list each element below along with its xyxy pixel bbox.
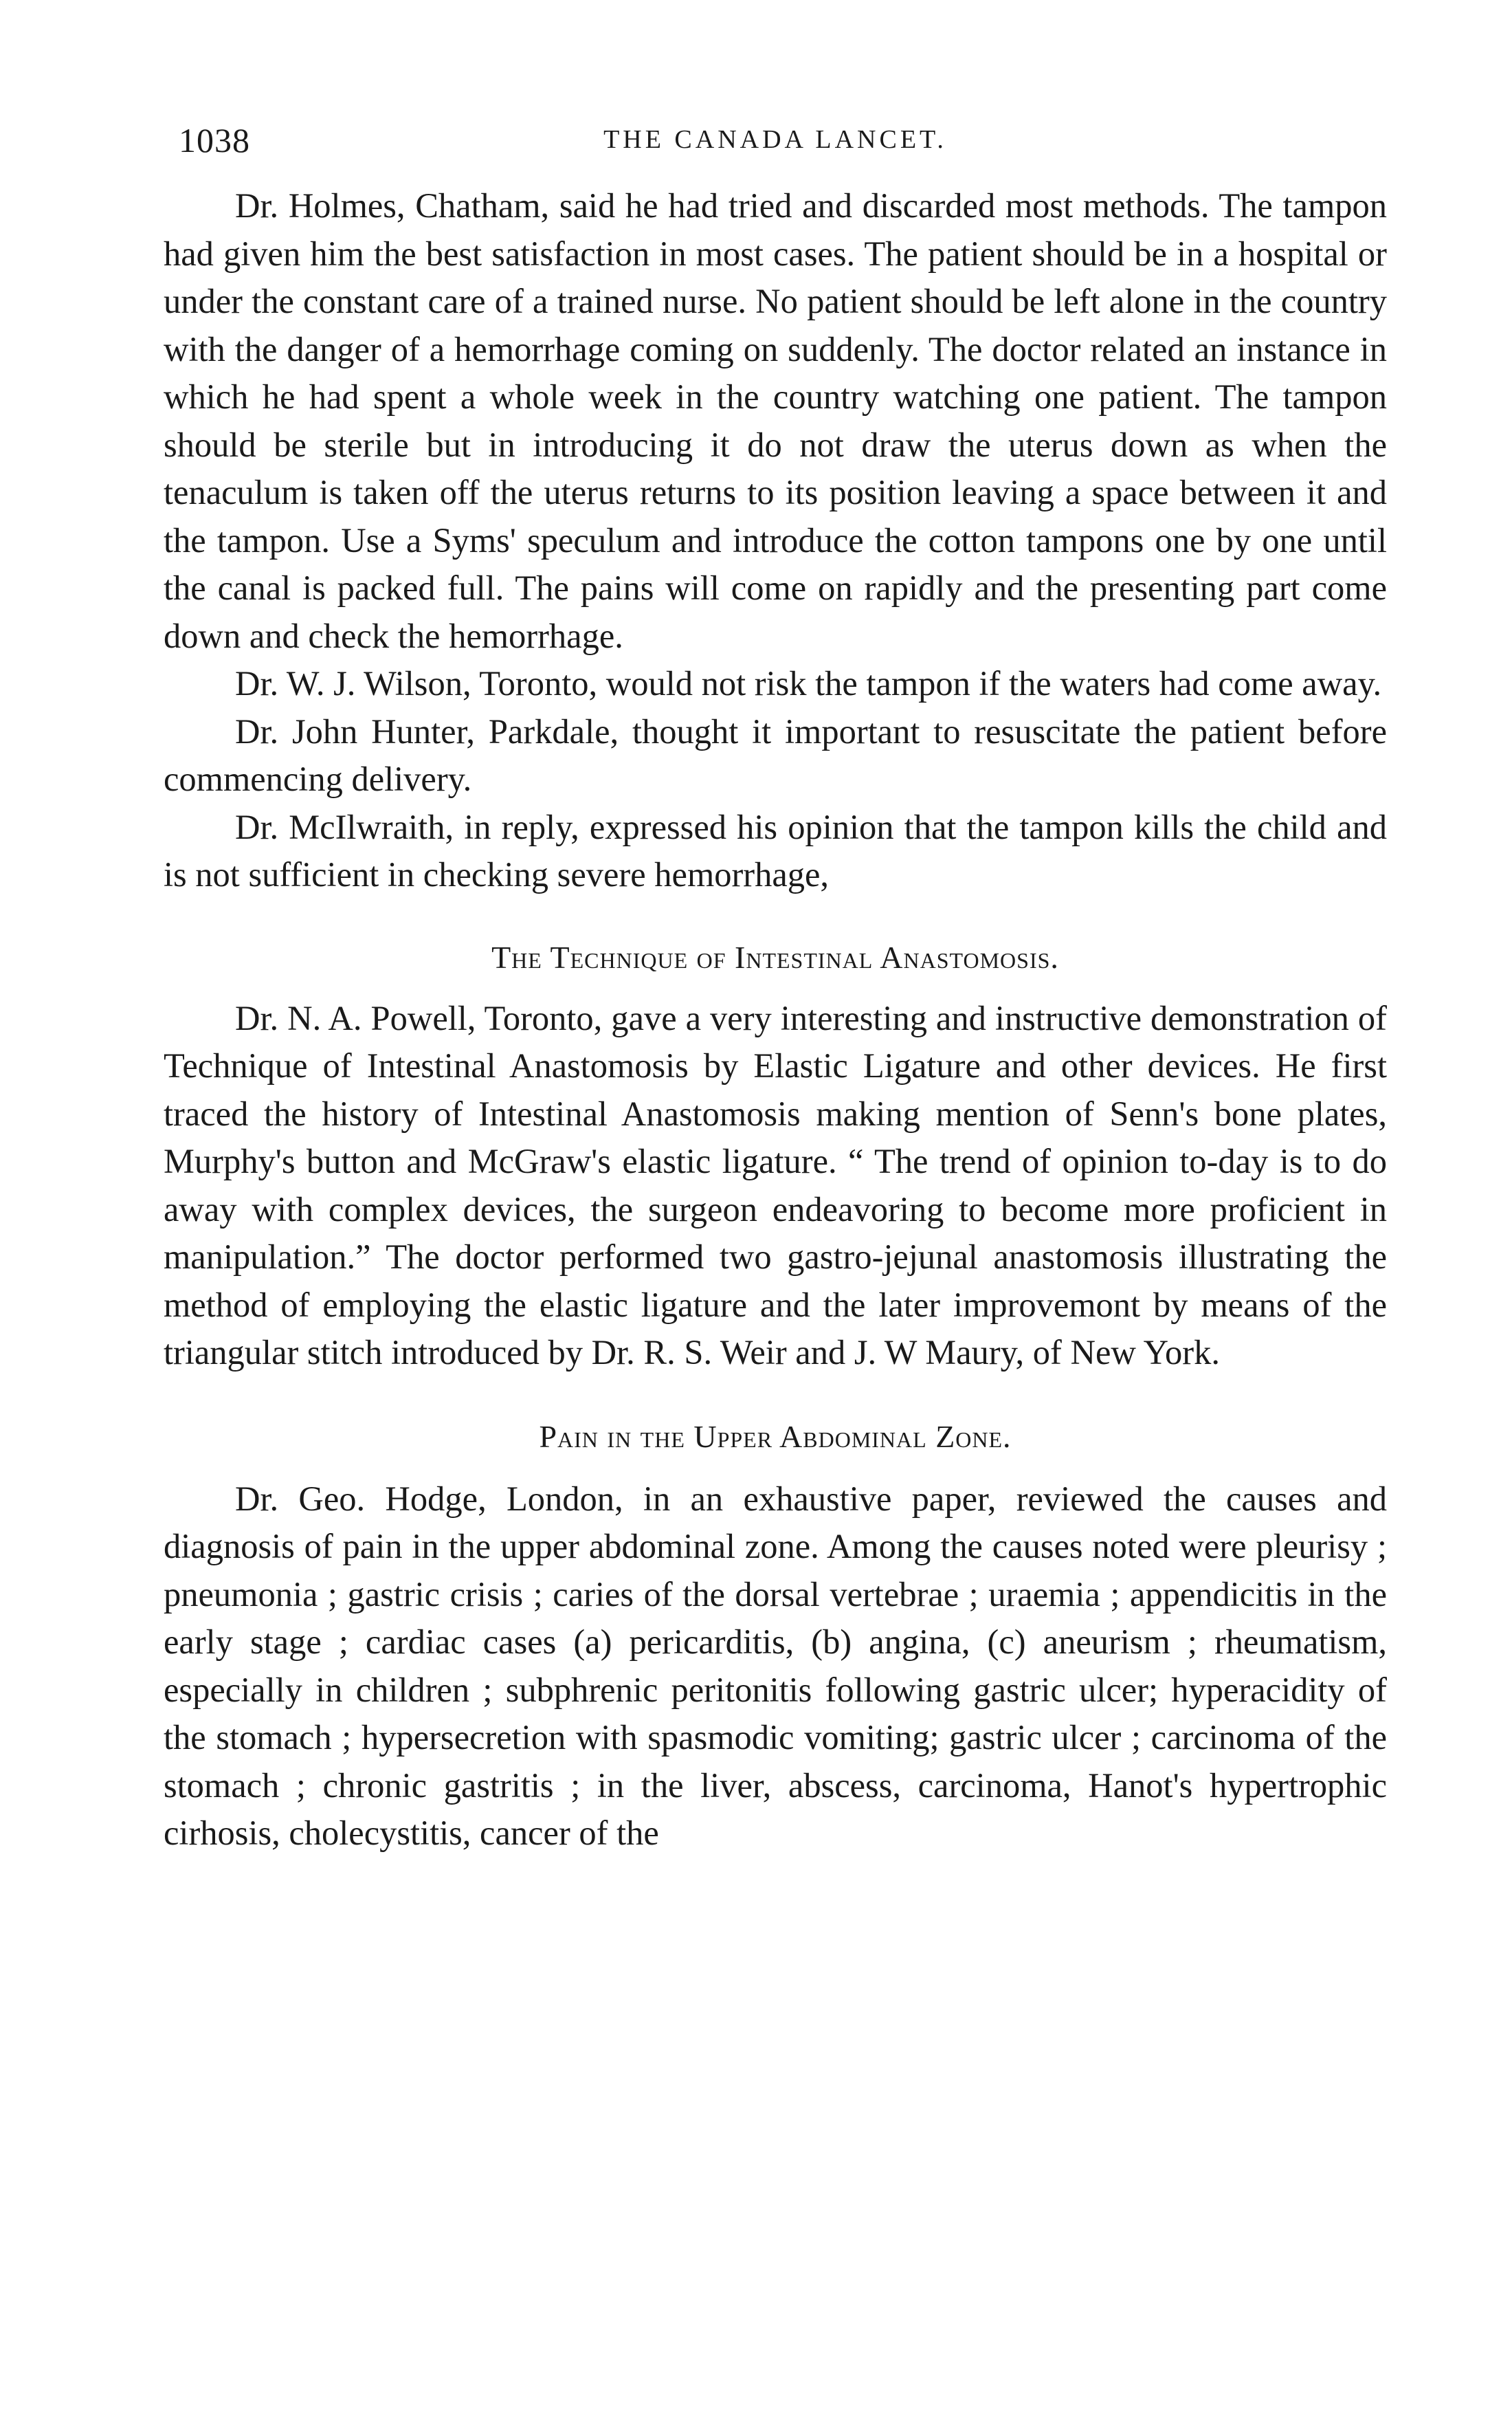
running-head xyxy=(164,120,1387,182)
section-heading-intestinal-anastomosis: The Technique of Intestinal Anastomosis. xyxy=(491,939,1059,975)
paragraph-mcilwraith: Dr. McIlwraith, in reply, expressed his opinion that the tampon kills the child and is not sufficient in checking severe hemorrhage, xyxy=(164,807,1387,894)
paragraph-wilson: Dr. W. J. Wilson, Toronto, would not risk the tampon if the waters had come away. xyxy=(235,664,1382,703)
paragraph-hodge: Dr. Geo. Hodge, London, in an exhaustive paper, reviewed the causes and diagnosis of pain in the upper abdominal zone. Among the causes noted were pleurisy ; pneumonia ; gastric crisis ; caries of the dorsal vertebrae ; uraemia ; appendicitis in the early stage ; cardiac cases (a) pericarditis, (b) angina, (c) aneurism ; rheumatism, especially in children ; subphrenic peritonitis following gastric ulcer; hyperacidity of the stomach ; hypersecretion with spasmodic vomiting; gastric ulcer ; carcinoma of the stomach ; chronic gastritis ; in the liver, abscess, carcinoma, Hanot's hypertrophic cirhosis, cholecystitis, cancer of the xyxy=(164,1479,1387,1852)
paragraph-hunter: Dr. John Hunter, Parkdale, thought it important to resuscitate the patient before commencing delivery. xyxy=(164,712,1387,798)
section-heading-upper-abdominal-pain: Pain in the Upper Abdominal Zone. xyxy=(539,1418,1012,1454)
paragraph-holmes: Dr. Holmes, Chatham, said he had tried and discarded most methods. The tampon had given him the best satisfaction in most cases. The patient should be in a hospital or under the constant care of a trained nurse. No patient should be left alone in the country with the danger of a hemorrhage coming on suddenly. The doctor related an instance in which he had spent a whole week in the country watching one patient. The tampon should be sterile but in introducing it do not draw the uterus down as when the tenaculum is taken off the uterus returns to its position leaving a space between it and the tampon. Use a Syms' speculum and introduce the cotton tampons one by one until the canal is packed full. The pains will come on rapidly and the presenting part come down and check the hemorrhage. xyxy=(164,186,1387,655)
page-number: 1038 xyxy=(179,121,250,159)
page xyxy=(164,120,1387,1858)
journal-title: THE CANADA LANCET. xyxy=(603,125,947,154)
paragraph-powell: Dr. N. A. Powell, Toronto, gave a very interesting and instructive demonstration of Technique of Intestinal Anastomosis by Elastic Ligature and other devices. He first traced the history of Intestinal Anastomosis making mention of Senn's bone plates, Murphy's button and McGraw's elastic ligature. “ The trend of opinion to-day is to do away with complex devices, the surgeon endeavoring to become more proficient in manipulation.” The doctor performed two gastro-jejunal anastomosis illustrating the method of employing the elastic ligature and the later improvemont by means of the triangular stitch introduced by Dr. R. S. Weir and J. W Maury, of New York. xyxy=(164,998,1387,1372)
